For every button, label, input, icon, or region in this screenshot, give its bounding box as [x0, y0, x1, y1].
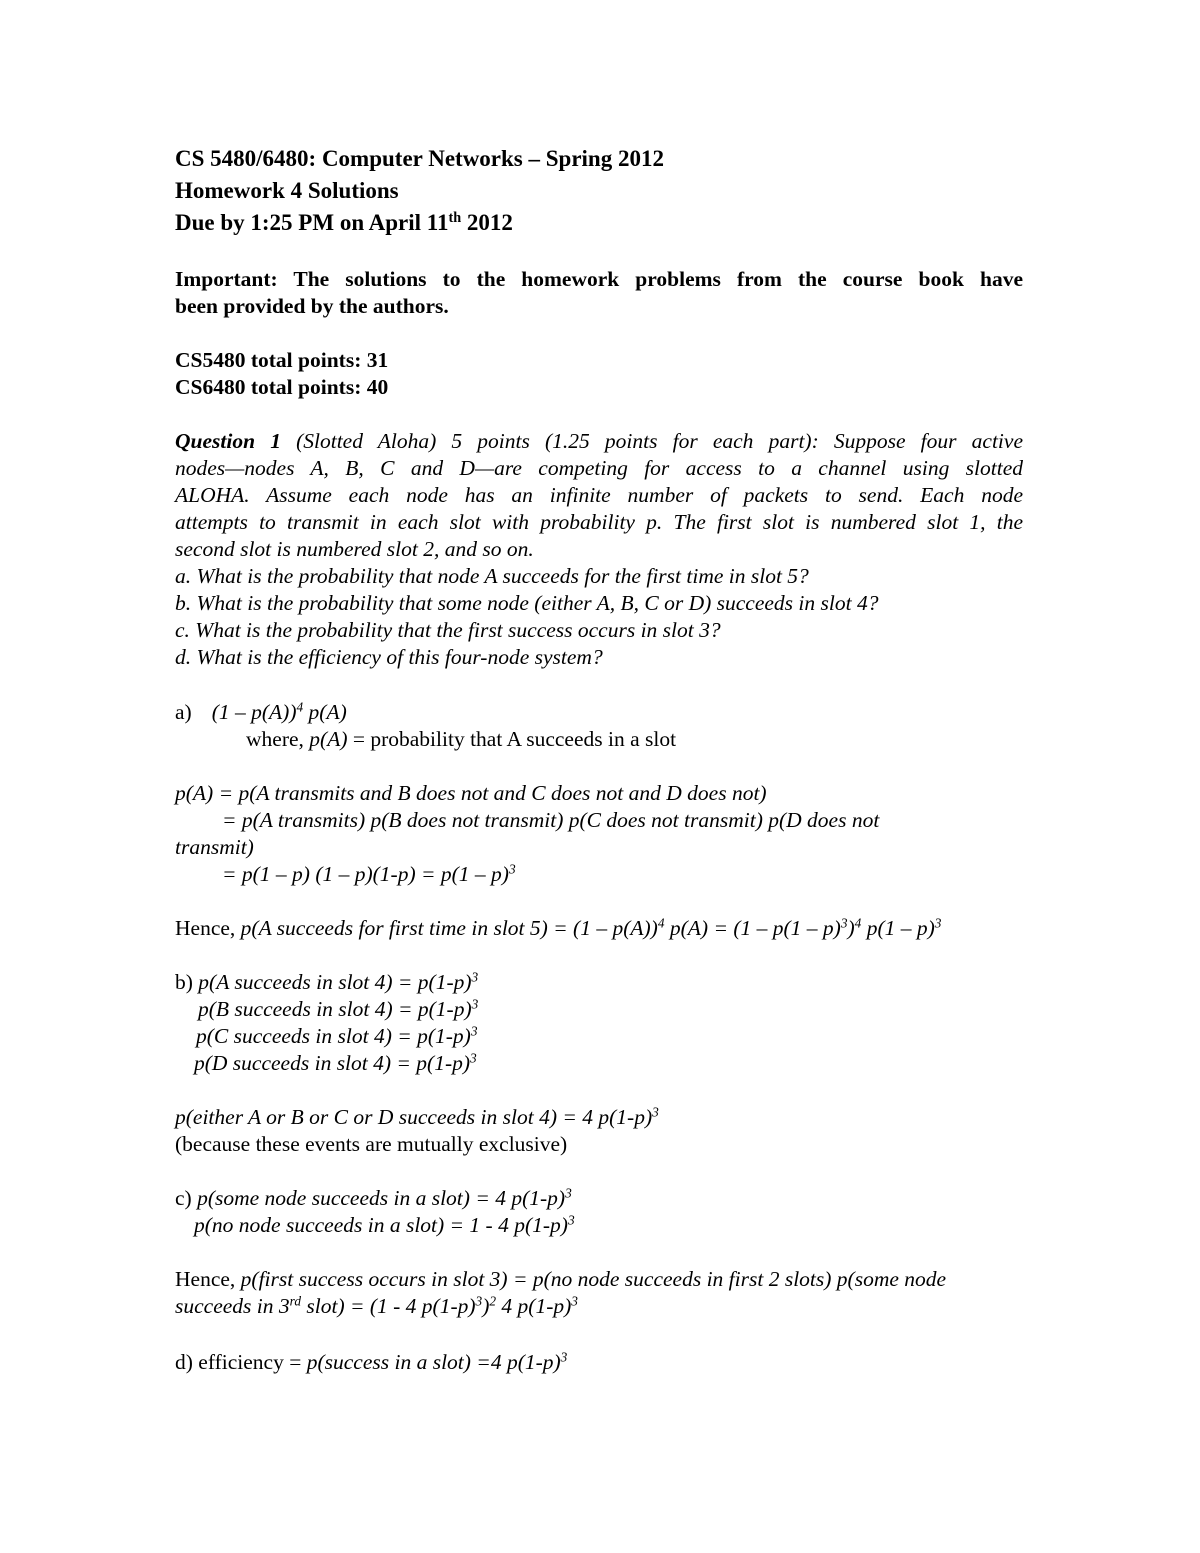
pa-derivation-text-1: p(A) = p(A transmits and B does not and C does not and D does not): [175, 781, 767, 805]
cs6480-points: [175, 374, 388, 400]
answer-b-exp-3: 3: [470, 1023, 478, 1039]
answer-a-hence: [175, 915, 941, 941]
answer-c-hence-text-2d: 4 p(1-p): [496, 1294, 572, 1318]
answer-a-hence-exp-3: 4: [854, 915, 862, 931]
answer-a-hence-exp-2: 3: [840, 915, 848, 931]
pa-derivation-text-4: = p(1 – p) (1 – p)(1-p) = p(1 – p): [222, 862, 509, 886]
pa-derivation-line-3: [175, 834, 254, 860]
question-1-part-b: [175, 590, 878, 616]
question-1-part-c-text: c. What is the probability that the first success occurs in slot 3?: [175, 618, 721, 642]
answer-a-expression: [175, 699, 347, 725]
answer-a-expr: [212, 700, 347, 724]
pa-derivation-line-4: [222, 861, 516, 887]
answer-b-line-3: [196, 1023, 478, 1049]
answer-b-exp-2: 3: [471, 996, 479, 1012]
answer-a-where-label: where,: [246, 727, 310, 751]
homework-title-text: Homework 4 Solutions: [175, 178, 399, 203]
answer-a-where: [246, 726, 676, 752]
due-date: [175, 210, 513, 236]
question-1-text-2: nodes—nodes A, B, C and D—are competing for access to a channel using slotted: [175, 456, 1023, 480]
answer-c-hence-exp-2: 2: [489, 1293, 497, 1309]
answer-c-line-1: [175, 1185, 572, 1211]
question-1-part-d-text: d. What is the efficiency of this four-node system?: [175, 645, 603, 669]
pa-derivation-line-2: [222, 807, 879, 833]
answer-d-label: d) efficiency =: [175, 1350, 307, 1374]
answer-c-ordinal: rd: [289, 1293, 301, 1309]
answer-b-either-text: p(either A or B or C or D succeeds in slot 4) = 4 p(1-p): [175, 1105, 653, 1129]
pa-derivation-exponent: 3: [508, 861, 516, 877]
answer-c-hence-line-1: [175, 1266, 946, 1292]
question-1-text-3: ALOHA. Assume each node has an infinite number of packets to send. Each node: [175, 483, 1023, 507]
answer-a-hence-expr: [241, 916, 942, 940]
due-date-year: 2012: [461, 210, 513, 235]
answer-b-line-2: [198, 996, 478, 1022]
question-1-part-a: [175, 563, 809, 589]
answer-b-line-1: [175, 969, 478, 995]
question-1-text-4: attempts to transmit in each slot with probability p. The first slot is numbered slot 1, the: [175, 510, 1023, 534]
answer-a-hence-part-1: p(A succeeds for first time in slot 5) = (1 – p(A)): [240, 916, 658, 940]
answer-b-text-4: p(D succeeds in slot 4) = p(1-p): [194, 1051, 471, 1075]
pa-derivation-line-1: [175, 780, 767, 806]
answer-a-exponent: 4: [296, 699, 304, 715]
question-1-label: Question 1: [175, 429, 281, 453]
answer-c-hence-text-1: p(first success occurs in slot 3) = p(no node succeeds in first 2 slots) p(some node: [240, 1267, 947, 1291]
cs5480-points: [175, 347, 388, 373]
answer-d: [175, 1349, 567, 1375]
answer-c-hence-label: Hence,: [175, 1267, 241, 1291]
answer-b-exp-4: 3: [470, 1050, 477, 1066]
question-1-part-a-text: a. What is the probability that node A succeeds for the first time in slot 5?: [175, 564, 809, 588]
answer-d-expr: p(success in a slot) =4 p(1-p): [306, 1350, 561, 1374]
cs6480-points-text: CS6480 total points: 40: [175, 375, 389, 399]
pa-derivation-text-2: = p(A transmits) p(B does not transmit) p(C does not transmit) p(D does not: [222, 808, 880, 832]
question-1-line-4: [175, 509, 1023, 535]
answer-a-where-definition: = probability that A succeeds in a slot: [347, 727, 677, 751]
answer-a-expr-part-1: (1 – p(A)): [211, 700, 297, 724]
question-1-part-b-text: b. What is the probability that some node (either A, B, C or D) succeeds in slot 4?: [175, 591, 879, 615]
cs5480-points-text: CS5480 total points: 31: [175, 348, 389, 372]
pa-derivation-text-3: transmit): [175, 835, 254, 859]
answer-a-hence-exp-4: 3: [934, 915, 942, 931]
answer-a-label: a): [175, 700, 192, 724]
answer-c-hence-line-2: [175, 1293, 578, 1319]
question-1-line-2: [175, 455, 1023, 481]
question-1-line-1: [175, 428, 1023, 454]
important-note-line-2: [175, 293, 449, 319]
answer-c-exp-1: 3: [565, 1185, 572, 1201]
answer-c-hence-exp-1: 3: [475, 1293, 483, 1309]
course-title-text: CS 5480/6480: Computer Networks – Spring 2012: [175, 146, 664, 171]
due-date-ordinal: th: [448, 210, 462, 227]
answer-b-because: [175, 1131, 567, 1157]
answer-d-exp: 3: [560, 1349, 568, 1365]
question-1-line-5: [175, 536, 534, 562]
answer-a-hence-part-2: p(A) = (1 – p(1 – p): [664, 916, 841, 940]
answer-a-hence-exp-1: 4: [657, 915, 665, 931]
course-title: [175, 146, 664, 172]
answer-b-text-1: p(A succeeds in slot 4) = p(1-p): [198, 970, 472, 994]
due-date-text: Due by 1:25 PM on April 11: [175, 210, 449, 235]
answer-c-hence-exp-3: 3: [571, 1293, 578, 1309]
answer-b-text-3: p(C succeeds in slot 4) = p(1-p): [196, 1024, 471, 1048]
answer-a-hence-part-3: ): [847, 916, 855, 940]
answer-c-text-2: p(no node succeeds in a slot) = 1 - 4 p(1-p): [194, 1213, 568, 1237]
answer-c-hence-text-2c: ): [482, 1294, 490, 1318]
answer-c-line-2: [194, 1212, 575, 1238]
answer-b-either-exp: 3: [652, 1104, 659, 1120]
homework-title: [175, 178, 399, 204]
answer-b-text-2: p(B succeeds in slot 4) = p(1-p): [198, 997, 472, 1021]
question-1-line-3: [175, 482, 1023, 508]
answer-c-hence-text-2b: slot) = (1 - 4 p(1-p): [301, 1294, 476, 1318]
answer-a-expr-part-2: p(A): [303, 700, 347, 724]
important-note-line-1: [175, 266, 1023, 292]
answer-b-because-text: (because these events are mutually exclusive): [175, 1132, 568, 1156]
answer-b-either: [175, 1104, 659, 1130]
answer-c-exp-2: 3: [567, 1212, 575, 1228]
answer-c-label: c): [175, 1186, 198, 1210]
important-note-text-2: been provided by the authors.: [175, 294, 449, 318]
question-1-part-c: [175, 617, 721, 643]
answer-c-hence-text-2a: succeeds in 3: [175, 1294, 290, 1318]
answer-a-hence-part-4: p(1 – p): [861, 916, 935, 940]
question-1-text-5: second slot is numbered slot 2, and so on.: [175, 537, 534, 561]
answer-c-text-1: p(some node succeeds in a slot) = 4 p(1-p): [197, 1186, 566, 1210]
question-1-part-d: [175, 644, 603, 670]
answer-a-where-pa: p(A): [309, 727, 348, 751]
answer-b-label: b): [175, 970, 199, 994]
answer-b-exp-1: 3: [471, 969, 479, 985]
answer-b-line-4: [194, 1050, 477, 1076]
answer-a-hence-label: Hence,: [175, 916, 241, 940]
important-note-text-1: Important: The solutions to the homework problems from the course book have: [175, 267, 1023, 291]
question-1-text-1: (Slotted Aloha) 5 points (1.25 points for each part): Suppose four active: [280, 429, 1023, 453]
